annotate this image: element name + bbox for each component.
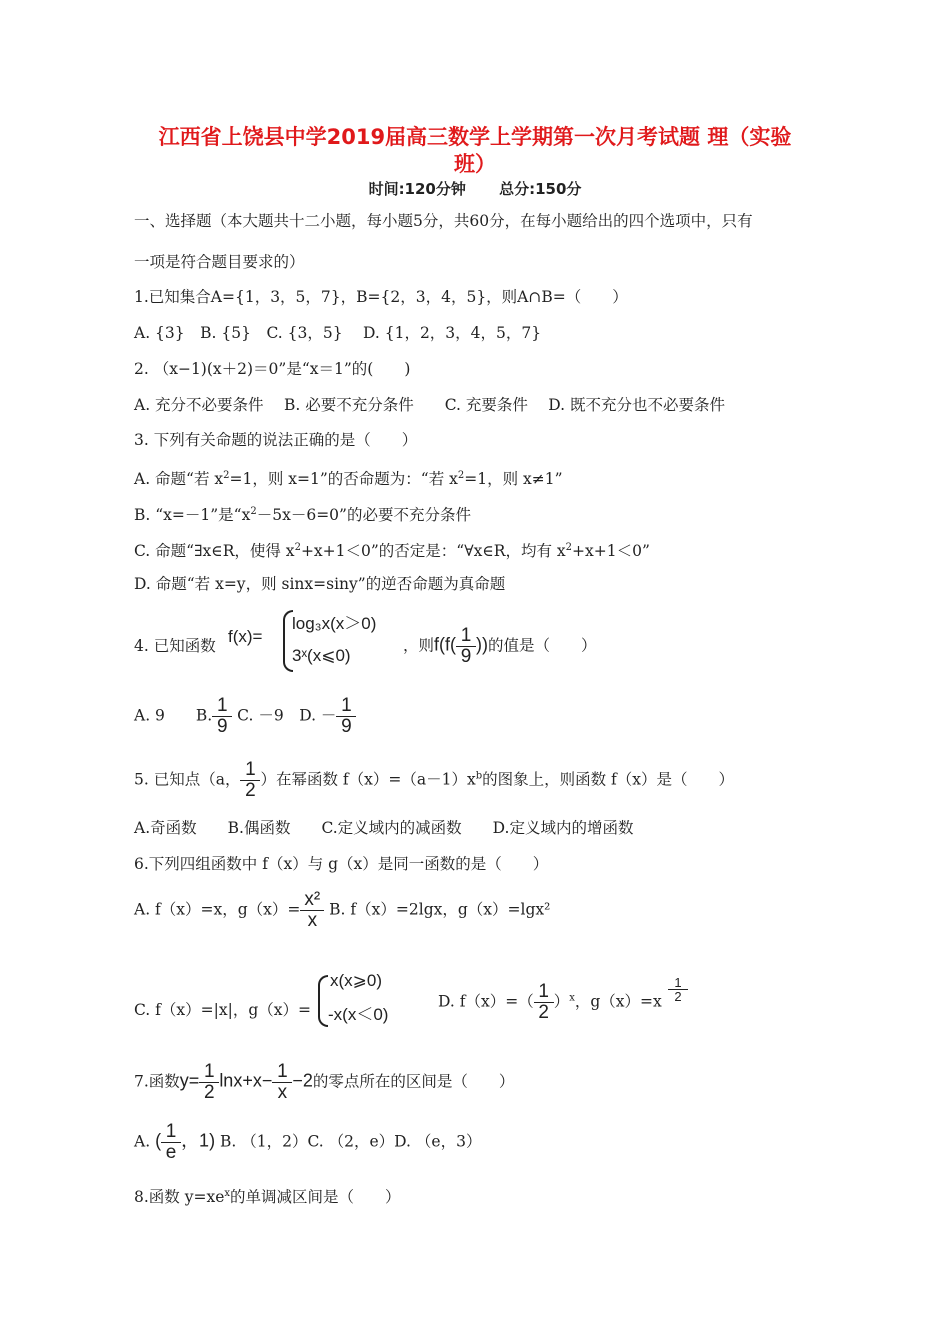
question-4-options: A. 9 B. $\frac{1}{9}$ C. －9 D. － $\frac{1}{9}$	[134, 696, 356, 737]
piecewise-case-2: 3ˣ(x⩽0)	[292, 646, 351, 665]
question-2-options: A. 充分不必要条件 B. 必要不充分条件 C. 充要条件 D. 既不充分也不必要条件	[134, 396, 726, 414]
question-5-options: A.奇函数 B.偶函数 C.定义域内的减函数 D.定义域内的增函数	[134, 819, 634, 837]
title-line-1: 江西省上饶县中学2019届高三数学上学期第一次月考试题 理（实验	[158, 125, 792, 149]
section-heading: 一、选择题（本大题共十二小题，每小题5分，共60分，在每小题给出的四个选项中，只有	[134, 212, 753, 230]
question-3-option-b: B. “x=－1”是“$x^2-5x-6=0$”的必要不充分条件	[134, 506, 471, 525]
piecewise-c-case-1: x(x⩾0)	[330, 971, 383, 990]
question-3-option-c: C. 命题“∃x∈R，使得 $x^2+x+1<0$”的否定是：“∀x∈R，均有 $x^2+x+1<0$”	[134, 542, 650, 561]
question-3: 3. 下列有关命题的说法正确的是（ ）	[134, 431, 418, 449]
question-4-function: f(x)=	[228, 627, 263, 646]
title-line-2: 班）	[454, 152, 496, 176]
exponent-half: $\frac{1}{2}$	[668, 976, 688, 1003]
exam-time: 时间:120分钟	[368, 180, 466, 198]
question-4-label: 4. 已知函数	[134, 637, 216, 655]
question-6-option-c: C. f（x）=|x|，g（x）=	[134, 1001, 311, 1019]
piecewise-brace-2	[318, 975, 328, 1027]
question-6: 6.下列四组函数中 f（x）与 g（x）是同一函数的是（ ）	[134, 855, 549, 873]
question-3-option-a: A. 命题“若 $x^2=1$，则 x=1”的否命题为：“若 $x^2=1$，则 x≠1”	[134, 470, 563, 489]
question-1: 1.已知集合A={1，3，5，7}，B={2，3，4，5}，则A∩B=（ ）	[134, 288, 628, 306]
question-6-option-d: D. f（x）=（ $\frac{1}{2}$ ）$^x$，g（x）=x	[438, 981, 662, 1023]
exam-info	[0, 178, 950, 199]
question-7-options: A. ( $\frac{1}{e}$ ，1) B. （1，2）C. （2，e）D. （e，3）	[134, 1121, 482, 1163]
question-5: 5. 已知点（a， $\frac{1}{2}$ ）在幂函数 $f(x)=(a-1)x^b$的图象上，则函数 f（x）是（ ）	[134, 759, 735, 801]
fraction-x2-over-x: $\frac{\text{x²}}{x}$	[302, 890, 322, 931]
question-1-options: A. {3} B. {5} C. {3，5} D. {1，2，3，4，5，7}	[134, 324, 542, 342]
question-4-expr: ，则f(f( $\frac{1}{9}$ ))的值是（ ）	[403, 625, 597, 667]
fraction-one-ninth: $\frac{1}{9}$	[458, 626, 474, 667]
piecewise-c-case-2: -x(x＜0)	[328, 1005, 389, 1024]
question-8: 8.函数 $y=xe^x$的单调减区间是（ ）	[134, 1188, 401, 1207]
question-3-option-d: D. 命题“若 x=y，则 sinx=siny”的逆否命题为真命题	[134, 575, 506, 593]
exam-score: 总分:150分	[499, 180, 582, 198]
question-2: 2. （x−1)(x＋2)＝0”是“x＝1”的( )	[134, 360, 411, 378]
question-6-options-ab: A. f（x）=x，g（x）= $\frac{\text{x²}}{x}$ B. f（x）=2lgx，g（x）=lgx²	[134, 889, 551, 931]
section-heading-cont: 一项是符合题目要求的）	[134, 253, 305, 271]
question-7: 7.函数y= $\frac{1}{2}$ lnx+x− $\frac{1}{x}$ −2的零点所在的区间是（ ）	[134, 1061, 515, 1103]
piecewise-case-1: log₃x(x＞0)	[292, 614, 377, 633]
